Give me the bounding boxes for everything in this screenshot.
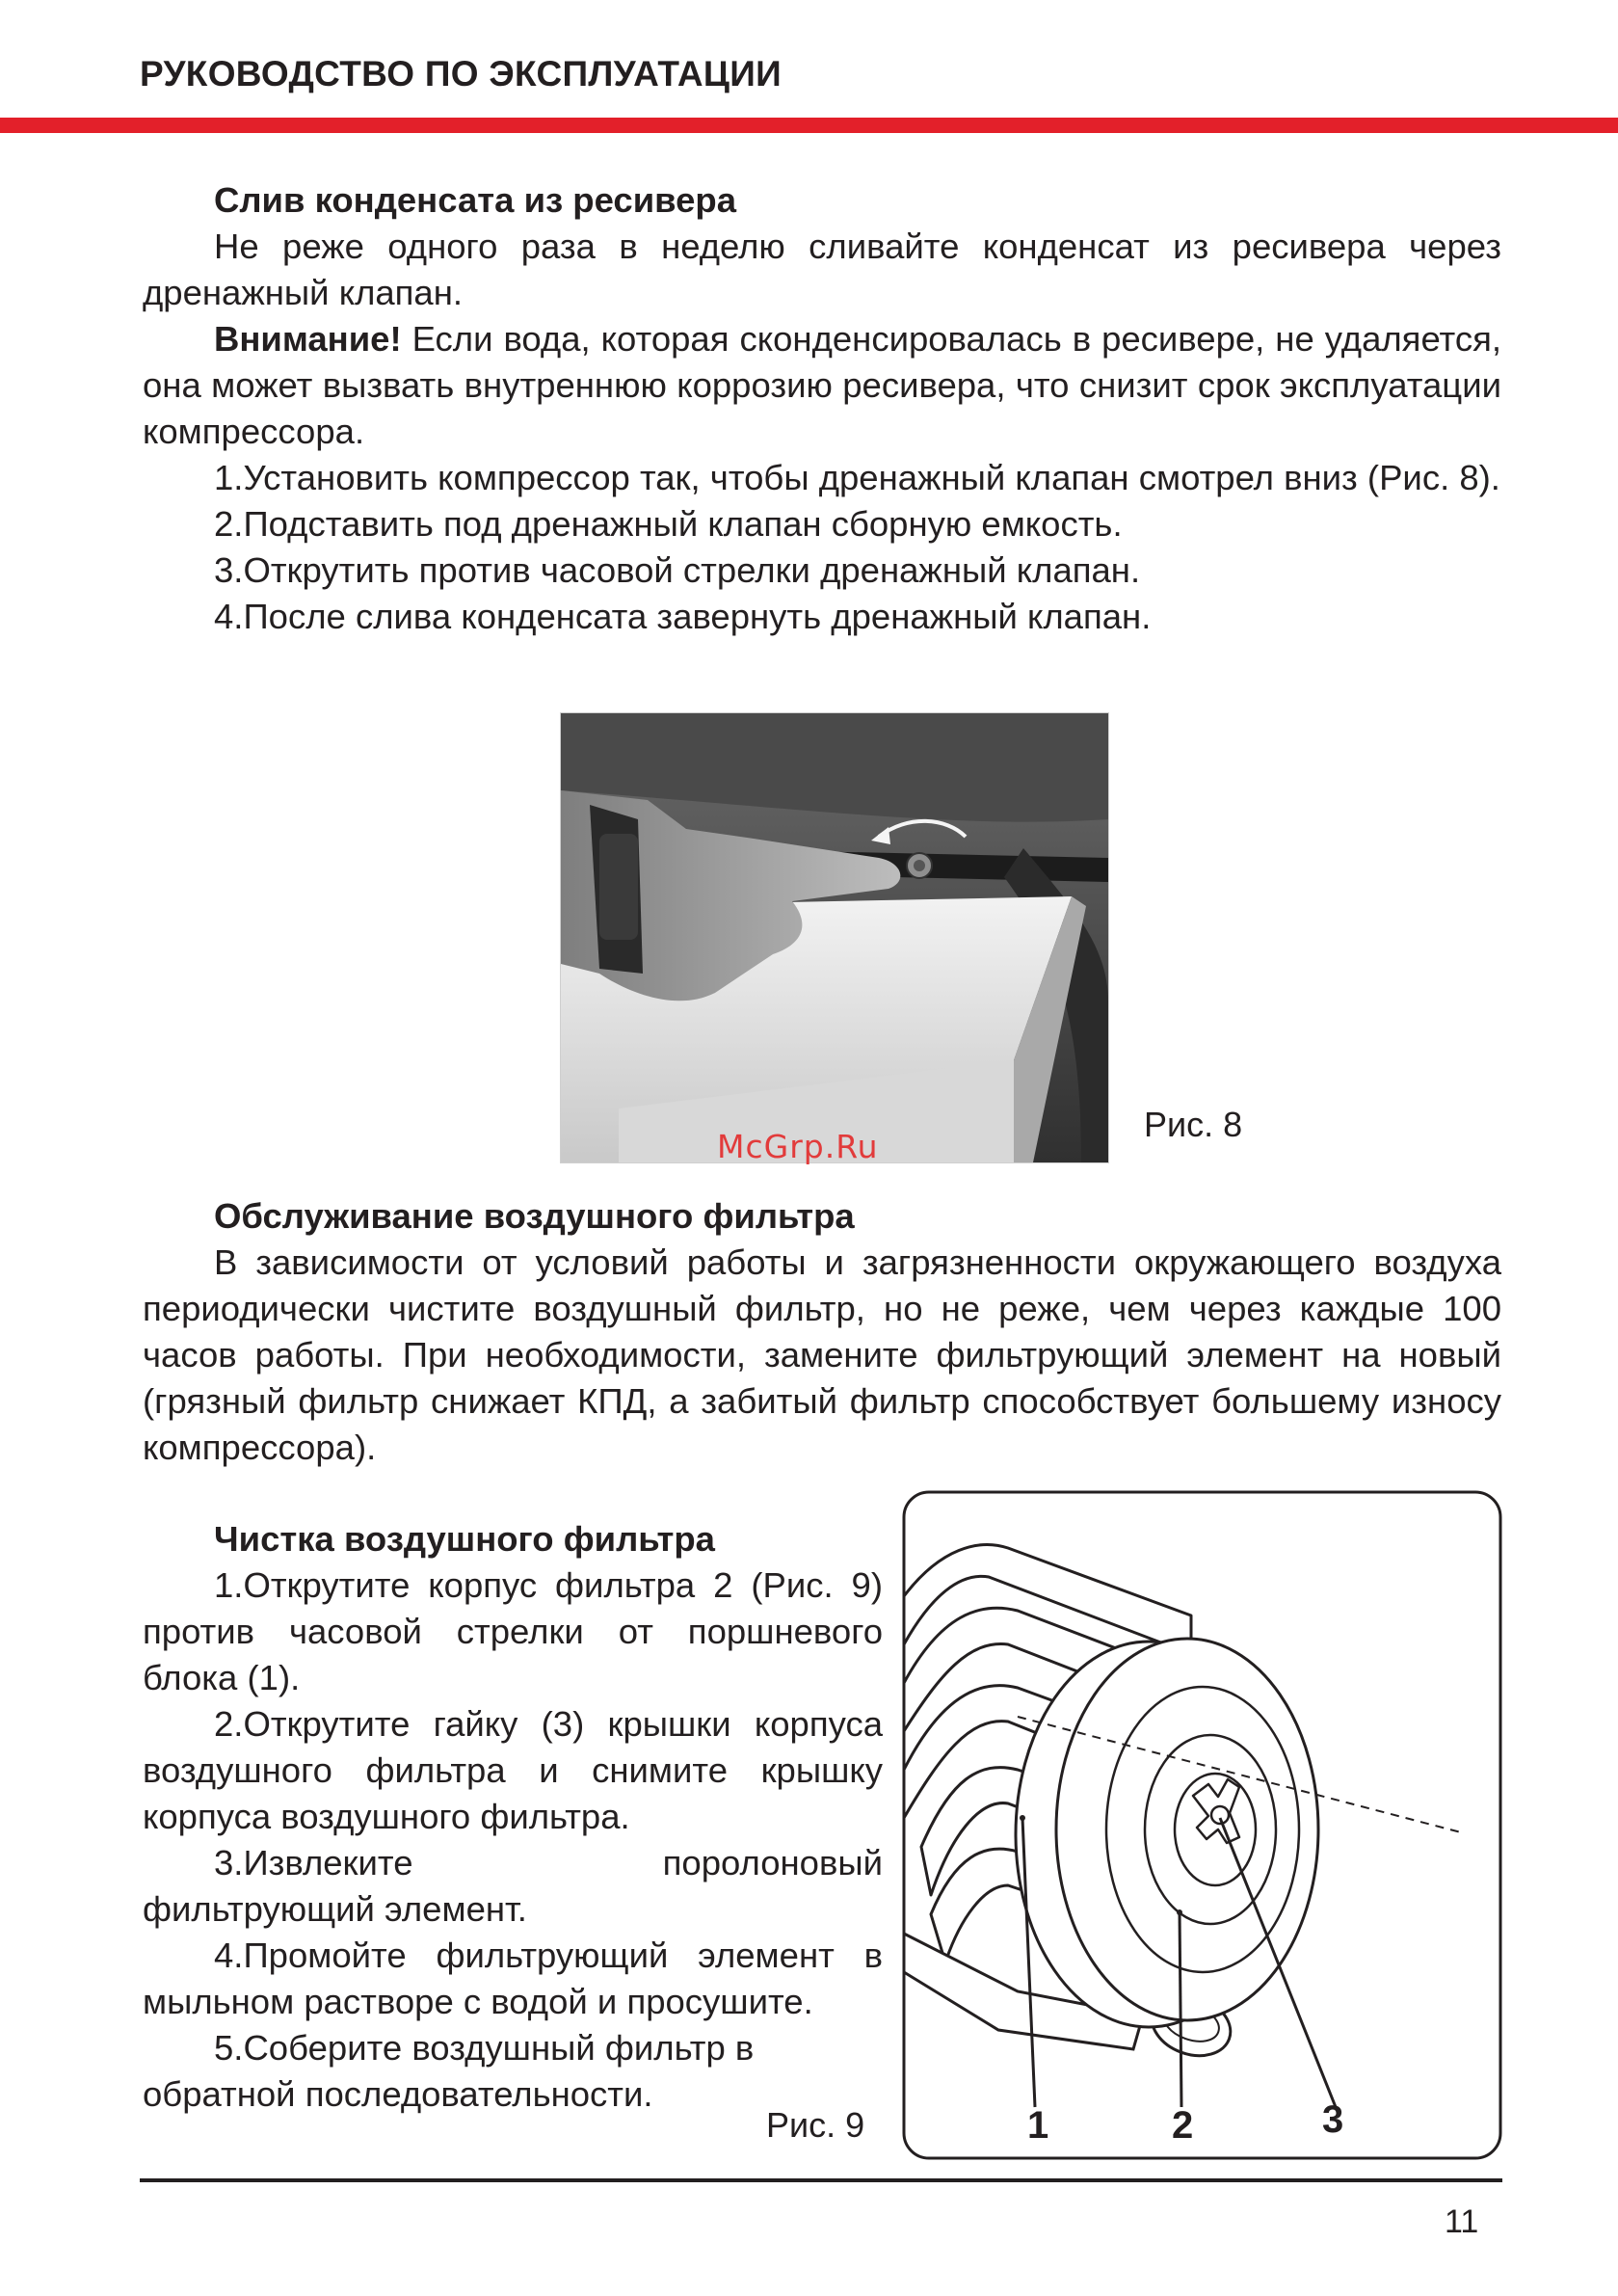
warning-label: Внимание!	[214, 319, 402, 359]
list-item: 2.Подставить под дренажный клапан сборную емкость.	[214, 504, 1123, 544]
warning-text: Если вода, которая сконденсировалась в ресивере, не удаляется, она может вызвать внутреннюю коррозию ресивера, что снизит срок эксплуатации компрессора.	[143, 319, 1501, 451]
section-condensate-drain	[143, 177, 1501, 640]
list-item: 4.После слива конденсата завернуть дренажный клапан.	[214, 597, 1152, 636]
list-item: 2.Открутите гайку (3) крышки корпуса воздушного фильтра и снимите крышку корпуса воздушного фильтра.	[143, 1704, 883, 1836]
figure-9-diagram	[902, 1490, 1502, 2160]
section-heading: Обслуживание воздушного фильтра	[214, 1196, 855, 1236]
page-number: 11	[1445, 2203, 1479, 2240]
section-heading: Слив конденсата из ресивера	[214, 180, 736, 220]
paragraph: В зависимости от условий работы и загрязненности окружающего воздуха периодически чистите воздушный фильтр, но не реже, чем через каждые 100 часов работы. При необходимости, замените фильтрующий элемент на новый (грязный фильтр снижает КПД, а забитый фильтр способствует большему износу компрессора).	[143, 1242, 1501, 1467]
section-heading: Чистка воздушного фильтра	[214, 1519, 715, 1559]
list-item: 5.Соберите воздушный фильтр в обратной последовательности.	[143, 2028, 755, 2114]
callout-label-2: 2	[1172, 2104, 1194, 2147]
section-air-filter-service	[143, 1193, 1501, 1471]
figure-8-caption: Рис. 8	[1144, 1105, 1243, 1144]
figure-9-caption: Рис. 9	[766, 2105, 865, 2145]
callout-label-1: 1	[1027, 2104, 1049, 2147]
page-header-title: РУКОВОДСТВО ПО ЭКСПЛУАТАЦИИ	[140, 54, 782, 93]
callout-label-3: 3	[1322, 2098, 1344, 2141]
watermark: McGrp.Ru	[717, 1128, 879, 1165]
list-item: 4.Промойте фильтрующий элемент в мыльном растворе с водой и просушите.	[143, 1936, 883, 2021]
list-item: 3.Открутить против часовой стрелки дренажный клапан.	[214, 550, 1141, 590]
list-item: 3.Извлеките поролоновый фильтрующий элемент.	[143, 1843, 883, 1929]
paragraph: Не реже одного раза в неделю сливайте конденсат из ресивера через дренажный клапан.	[143, 227, 1501, 312]
footer-rule	[140, 2178, 1502, 2182]
warning-paragraph	[143, 316, 1501, 455]
header-red-bar	[0, 118, 1618, 133]
list-item: 1.Открутите корпус фильтра 2 (Рис. 9) против часовой стрелки от поршневого блока (1).	[143, 1565, 883, 1697]
section-air-filter-cleaning	[143, 1516, 883, 2118]
drain-valve-photo	[561, 713, 1108, 1162]
air-filter-diagram	[902, 1490, 1502, 2160]
list-item: 1.Установить компрессор так, чтобы дренажный клапан смотрел вниз (Рис. 8).	[214, 458, 1500, 497]
figure-8-photo	[560, 712, 1109, 1163]
